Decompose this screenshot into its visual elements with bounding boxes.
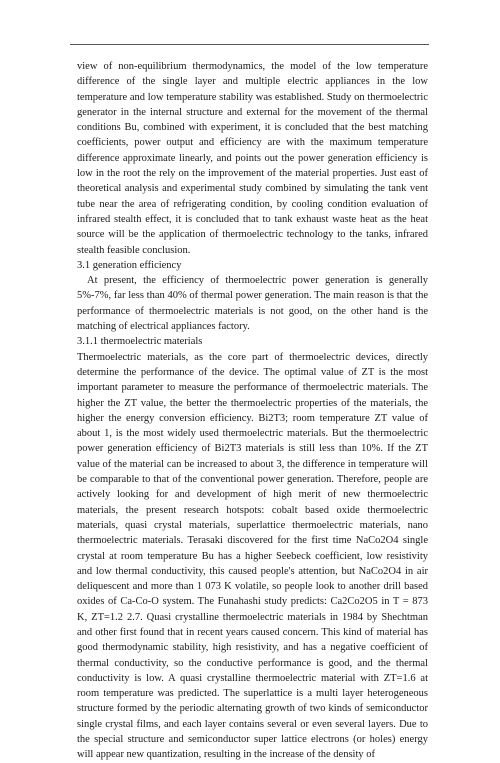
paragraph-efficiency: At present, the efficiency of thermoelectric power generation is generally 5%-7%, far less than 40% of thermal power generation. The main reason is that the performance of thermoelectric materials is not good, on the other hand is the matching of electrical appliances factory. <box>77 275 428 333</box>
body-text <box>77 59 428 763</box>
section-heading-3-1: 3.1 generation efficiency <box>77 259 182 271</box>
section-heading-3-1-1: 3.1.1 thermoelectric materials <box>77 336 203 348</box>
paragraph-intro: view of non-equilibrium thermodynamics, the model of the low temperature difference of the single layer and multiple electric appliances in the low temperature and low temperature stability was established. Study on thermoelectric generator in the internal structure and external for the movement of the thermal conditions Bu, combined with experiment, it is concluded that the best matching coefficients, power output and efficiency are with the maximum temperature difference approximate linearly, and points out the power generation efficiency is low in the root the rely on the improvement of the material properties. Just east of theoretical analysis and experimental study combined by simulating the tank vent tube near the area of refrigerating condition, by cooling condition evaluation of infrared stealth effect, it is concluded that to tank exhaust waste heat as the heat source will be the application of thermoelectric technology to the tanks, infrared stealth feasible conclusion. <box>77 61 428 256</box>
paragraph-materials: Thermoelectric materials, as the core part of thermoelectric devices, directly determine the performance of the device. The optimal value of ZT is the most important parameter to measure the performance of thermoelectric materials. The higher the ZT value, the better the thermoelectric properties of the materials, the higher the energy conversion efficiency. Bi2T3; room temperature ZT value of about 1, is the most widely used thermoelectric materials. But the thermoelectric power generation efficiency of Bi2T3 materials is still less than 10%. If the ZT value of the material can be increased to about 3, the difference in temperature will be comparable to that of the conventional power generation. Therefore, people are actively looking for and development of high merit of new thermoelectric materials, the present research hotspots: cobalt based oxide thermoelectric materials, quasi crystal materials, superlattice thermoelectric materials, nano thermoelectric materials. Terasaki discovered for the first time NaCo2O4 single crystal at room temperature Bu has a higher Seebeck coefficient, low resistivity and low thermal conductivity, this caused people's attention, but NaCo2O4 in air deliquescent and more than 1 073 K volatile, so people look to another drill based oxides of Ca-Co-O system. The Funahashi study predicts: Ca2Co2O5 in T = 873 K, ZT=1.2 2.7. Quasi crystalline thermoelectric materials in 1984 by Shechtman and other first found that in recent years caused concern. This kind of material has good thermodynamic stability, high resistivity, and has a negative coefficient of thermal conductivity, so the conductive performance is good, and the thermal conductivity is low. A quasi crystalline thermoelectric material with ZT=1.6 at room temperature was predicted. The superlattice is a multi layer heterogeneous structure formed by the periodic alternating growth of two kinds of semiconductor single crystal films, and each layer contains several or even several layers. Due to the special structure and semiconductor super lattice electrons (or holes) energy will appear new quantization, resulting in the increase of the density of <box>77 351 428 761</box>
header-rule <box>70 44 429 45</box>
